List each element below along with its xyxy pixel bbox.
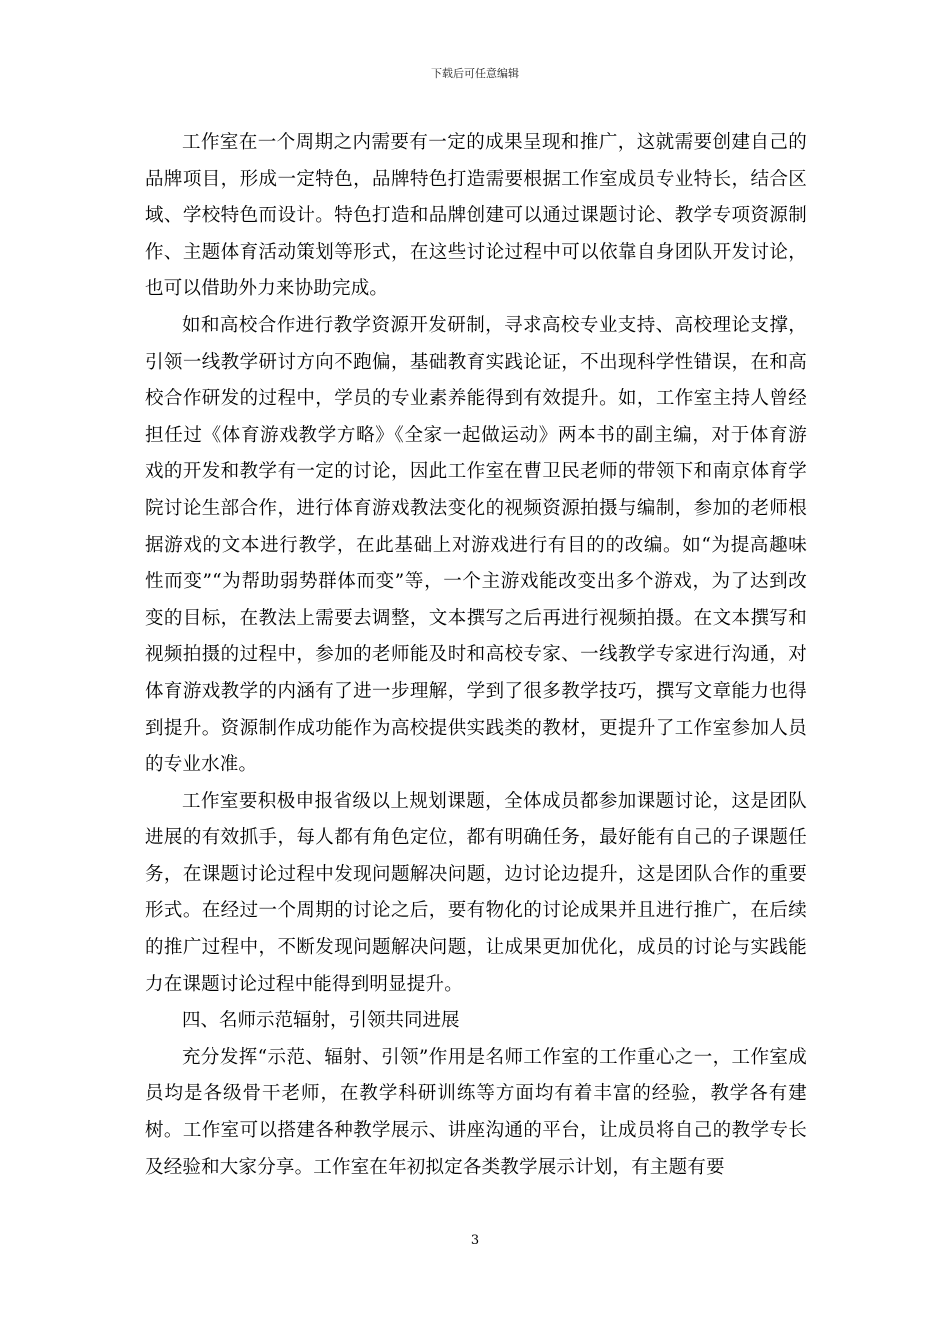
paragraph-branding: 工作室在一个周期之内需要有一定的成果呈现和推广，这就需要创建自己的品牌项目，形成一定特色，品牌特色打造需要根据工作室成员专业特长，结合区域、学校特色而设计。特色打造和品牌创建可以通过课题讨论、教学专项资源制作、主题体育活动策划等形式，在这些讨论过程中可以依靠自身团队开发讨论，也可以借助外力来协助完成。 — [145, 132, 807, 300]
page-header: 下载后可任意编辑 — [431, 67, 519, 80]
document-body — [145, 125, 807, 1186]
paragraph-university-cooperation: 如和高校合作进行教学资源开发研制，寻求高校专业支持、高校理论支撑，引领一线教学研讨方向不跑偏，基础教育实践论证，不出现科学性错误，在和高校合作研发的过程中，学员的专业素养能得到有效提升。如，工作室主持人曾经担任过《体育游戏教学方略》《全家一起做运动》两本书的副主编，对于体育游戏的开发和教学有一定的讨论，因此工作室在曹卫民老师的带领下和南京体育学院讨论生部合作，进行体育游戏教法变化的视频资源拍摄与编制，参加的老师根据游戏的文本进行教学，在此基础上对游戏进行有目的的改编。如“为提高趣味性而变”“为帮助弱势群体而变”等，一个主游戏能改变出多个游戏，为了达到改变的目标，在教法上需要去调整，文本撰写之后再进行视频拍摄。在文本撰写和视频拍摄的过程中，参加的老师能及时和高校专家、一线教学专家进行沟通，对体育游戏教学的内涵有了进一步理解，学到了很多教学技巧，撰写文章能力也得到提升。资源制作成功能作为高校提供实践类的教材，更提升了工作室参加人员的专业水准。 — [145, 314, 807, 776]
paragraph-research-projects: 工作室要积极申报省级以上规划课题，全体成员都参加课题讨论，这是团队进展的有效抓手，每人都有角色定位，都有明确任务，最好能有自己的子课题任务，在课题讨论过程中发现问题解决问题，边讨论边提升，这是团队合作的重要形式。在经过一个周期的讨论之后，要有物化的讨论成果并且进行推广，在后续的推广过程中，不断发现问题解决问题，让成果更加优化，成员的讨论与实践能力在课题讨论过程中能得到明显提升。 — [145, 790, 807, 995]
paragraph-demonstration: 充分发挥“示范、辐射、引领”作用是名师工作室的工作重心之一，工作室成员均是各级骨干老师，在教学科研训练等方面均有着丰富的经验，教学各有建树。工作室可以搭建各种教学展示、讲座沟通的平台，让成员将自己的教学专长及经验和大家分享。工作室在年初拟定各类教学展示计划，有主题有要 — [145, 1046, 807, 1178]
page-number: 3 — [470, 1233, 480, 1248]
section-heading: 四、名师示范辐射，引领共同进展 — [182, 1010, 460, 1032]
